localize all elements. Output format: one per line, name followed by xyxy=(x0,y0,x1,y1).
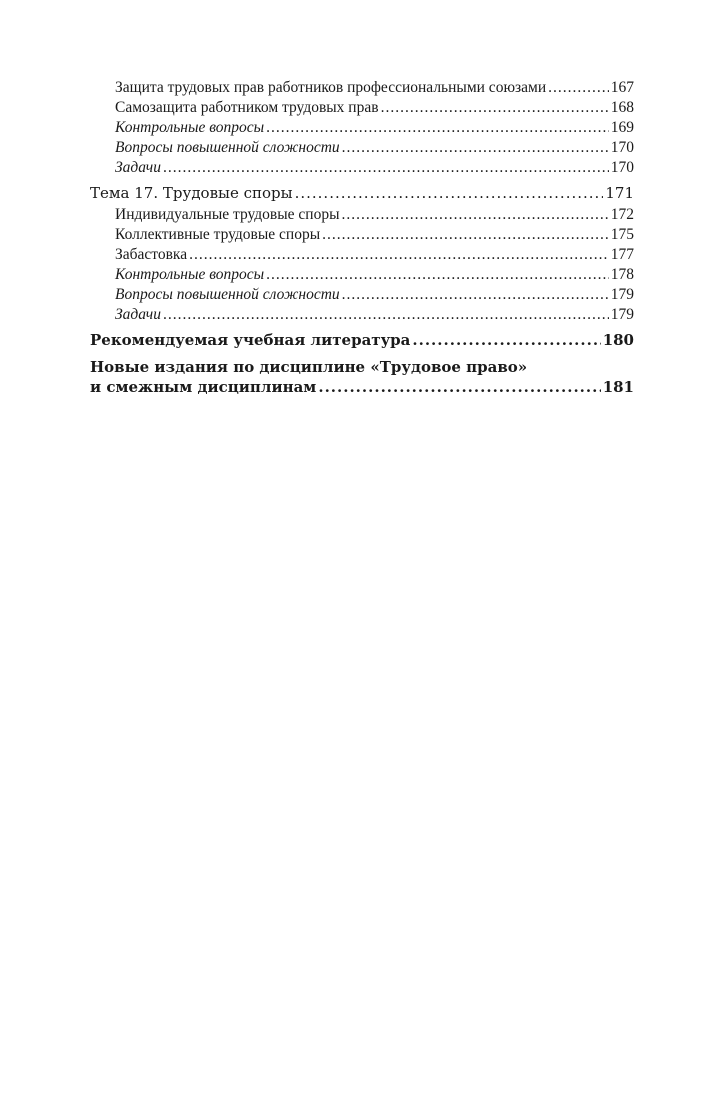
dot-leader xyxy=(266,118,609,138)
toc-topic-page: 181 xyxy=(602,378,634,396)
dot-leader xyxy=(163,158,609,178)
toc-topic-label-line2: и смежным дисциплинам xyxy=(90,378,317,396)
toc-topic-label: Рекомендуемая учебная литература xyxy=(90,331,411,349)
toc-entry-page: 170 xyxy=(610,139,634,156)
toc-topic-label-line1: Новые издания по дисциплине «Трудовое право» xyxy=(90,358,528,376)
dot-leader xyxy=(342,285,609,305)
dot-leader xyxy=(163,305,609,325)
dot-leader xyxy=(295,182,604,205)
toc-topic-label: Тема 17. Трудовые споры xyxy=(90,184,293,202)
dot-leader xyxy=(322,225,609,245)
toc-entry-label: Задачи xyxy=(115,306,161,323)
toc-entry-label: Коллективные трудовые споры xyxy=(115,226,321,243)
toc-entry-page: 177 xyxy=(610,246,634,263)
toc-entry-tasks[interactable] xyxy=(90,158,634,178)
toc-entry-control-questions[interactable] xyxy=(90,265,634,285)
toc-entry-advanced-questions[interactable] xyxy=(90,138,634,158)
toc-entry-label: Забастовка xyxy=(115,246,188,263)
toc-entry-page: 170 xyxy=(610,159,634,176)
toc-entry-tasks[interactable] xyxy=(90,305,634,325)
toc-entry-page: 172 xyxy=(610,206,634,223)
toc-entry-label: Вопросы повышенной сложности xyxy=(115,286,340,303)
dot-leader xyxy=(342,138,609,158)
toc-entry-label: Задачи xyxy=(115,159,161,176)
toc-entry-page: 178 xyxy=(610,266,634,283)
toc-topic-17[interactable] xyxy=(90,182,634,205)
toc-entry-label: Защита трудовых прав работников профессиональными союзами xyxy=(115,79,547,96)
toc-entry-page: 168 xyxy=(610,99,634,116)
dot-leader xyxy=(381,98,609,118)
dot-leader xyxy=(342,205,609,225)
dot-leader xyxy=(412,329,600,352)
toc-entry-collective-disputes[interactable] xyxy=(90,225,634,245)
toc-entry-individual-disputes[interactable] xyxy=(90,205,634,225)
dot-leader xyxy=(548,78,609,98)
toc-entry-label: Индивидуальные трудовые споры xyxy=(115,206,340,223)
toc-entry-page: 179 xyxy=(610,306,634,323)
toc-entry-label: Самозащита работником трудовых прав xyxy=(115,99,379,116)
toc-entry-page: 167 xyxy=(610,79,634,96)
toc-entry-strike[interactable] xyxy=(90,245,634,265)
toc-entry-self-defense[interactable] xyxy=(90,98,634,118)
dot-leader xyxy=(266,265,609,285)
toc-entry-page: 169 xyxy=(610,119,634,136)
toc-entry-label: Контрольные вопросы xyxy=(115,119,265,136)
toc-topic-page: 171 xyxy=(605,184,634,202)
toc-entry-label: Контрольные вопросы xyxy=(115,266,265,283)
toc-entry-label: Вопросы повышенной сложности xyxy=(115,139,340,156)
toc-new-editions[interactable] xyxy=(90,357,634,397)
toc-entry-page: 179 xyxy=(610,286,634,303)
toc-entry-control-questions[interactable] xyxy=(90,118,634,138)
toc-recommended-literature[interactable] xyxy=(90,329,634,352)
table-of-contents xyxy=(90,78,634,397)
toc-entry-advanced-questions[interactable] xyxy=(90,285,634,305)
toc-entry-page: 175 xyxy=(610,226,634,243)
dot-leader xyxy=(318,377,600,397)
dot-leader xyxy=(189,245,609,265)
toc-entry-union-protection[interactable] xyxy=(90,78,634,98)
toc-topic-page: 180 xyxy=(602,331,634,349)
